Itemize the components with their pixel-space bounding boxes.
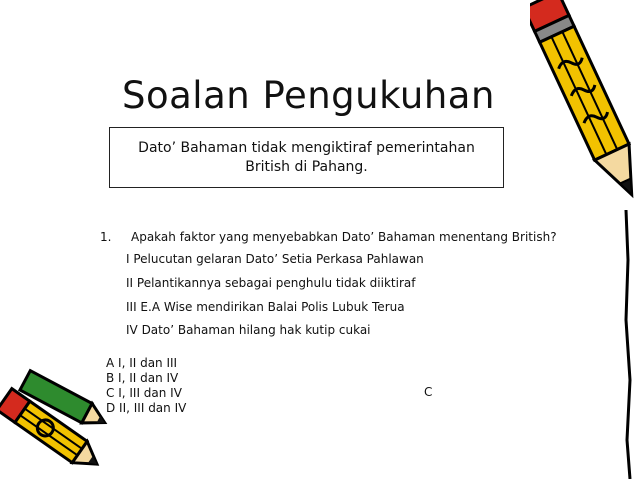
answer-option: A I, II dan III <box>106 356 178 370</box>
statement-item: II Pelantikannya sebagai penghulu tidak diiktiraf <box>126 276 416 290</box>
statement-item: IV Dato’ Bahaman hilang hak kutip cukai <box>126 323 371 337</box>
question-text: Apakah faktor yang menyebabkan Dato’ Bahaman menentang British? <box>131 230 557 244</box>
answer-option: D II, III dan IV <box>106 401 187 415</box>
question-number: 1. <box>100 230 112 244</box>
statement-item: I Pelucutan gelaran Dato’ Setia Perkasa Pahlawan <box>126 252 424 266</box>
statement-line-1: Dato’ Bahaman tidak mengiktiraf pemerintahan <box>138 140 475 156</box>
slide-title: Soalan Pengukuhan <box>122 74 495 117</box>
answer-option: C I, III dan IV <box>106 386 182 400</box>
statement-item: III E.A Wise mendirikan Balai Polis Lubuk Terua <box>126 300 405 314</box>
correct-answer: C <box>424 385 433 399</box>
answer-option: B I, II dan IV <box>106 371 179 385</box>
statement-box <box>109 127 504 188</box>
pencil-crayons-icon <box>0 360 110 479</box>
statement-line-2: British di Pahang. <box>245 159 368 175</box>
